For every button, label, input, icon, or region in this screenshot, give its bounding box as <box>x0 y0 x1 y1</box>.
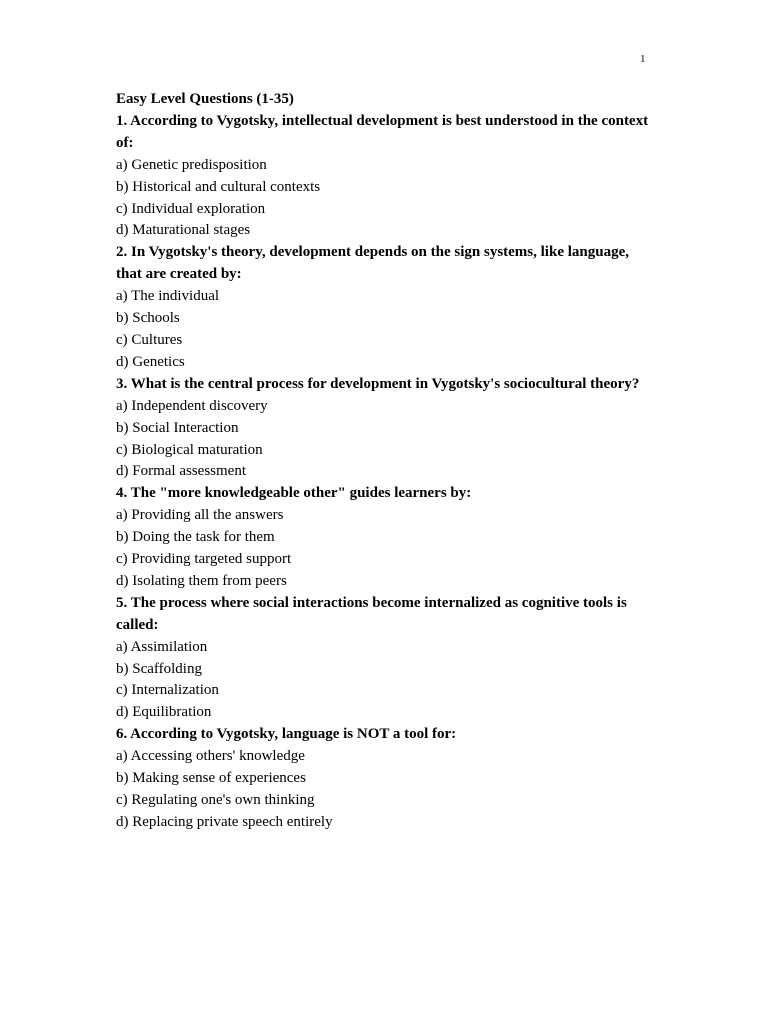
question-block <box>116 242 656 373</box>
question-block <box>116 111 656 242</box>
answer-option: b) Social Interaction <box>116 419 239 436</box>
question-text: 6. According to Vygotsky, language is NOT a tool for: <box>116 726 457 743</box>
answer-option: d) Formal assessment <box>116 463 246 480</box>
answer-option: c) Cultures <box>116 331 183 348</box>
question-block <box>116 483 656 593</box>
answer-option: c) Regulating one's own thinking <box>116 792 315 808</box>
answer-option: d) Isolating them from peers <box>116 572 287 589</box>
answer-option: d) Equilibration <box>116 704 212 721</box>
answer-option: c) Biological maturation <box>116 441 263 458</box>
answer-option: b) Schools <box>116 310 180 327</box>
answer-option: c) Internalization <box>116 682 219 699</box>
answer-option: c) Providing targeted support <box>116 551 292 568</box>
answer-option: d) Replacing private speech entirely <box>116 813 333 830</box>
answer-option: a) Genetic predisposition <box>116 156 267 173</box>
section-heading: Easy Level Questions (1-35) <box>116 91 294 107</box>
answer-option: b) Doing the task for them <box>116 529 275 546</box>
question-text: 1. According to Vygotsky, intellectual development is best understood in the context of: <box>116 112 649 151</box>
answer-option: a) Assimilation <box>116 638 208 655</box>
question-text: 2. In Vygotsky's theory, development depends on the sign systems, like language, that are created by: <box>116 244 629 283</box>
answer-option: a) The individual <box>116 288 220 305</box>
answer-option: b) Historical and cultural contexts <box>116 178 321 195</box>
answer-option: c) Individual exploration <box>116 200 266 217</box>
question-block <box>116 593 656 724</box>
answer-option: b) Scaffolding <box>116 660 202 677</box>
question-text: 5. The process where social interactions become internalized as cognitive tools is called: <box>116 594 627 633</box>
answer-option: a) Accessing others' knowledge <box>116 748 305 765</box>
document-body <box>116 89 656 834</box>
answer-option: a) Independent discovery <box>116 397 268 414</box>
answer-option: d) Genetics <box>116 353 185 370</box>
question-text: 4. The "more knowledgeable other" guides learners by: <box>116 485 472 502</box>
answer-option: d) Maturational stages <box>116 222 251 239</box>
page-number: 1 <box>640 53 646 65</box>
answer-option: b) Making sense of experiences <box>116 770 306 787</box>
question-block <box>116 374 656 484</box>
question-text: 3. What is the central process for development in Vygotsky's sociocultural theory? <box>116 375 640 392</box>
answer-option: a) Providing all the answers <box>116 507 284 524</box>
question-block <box>116 724 656 834</box>
